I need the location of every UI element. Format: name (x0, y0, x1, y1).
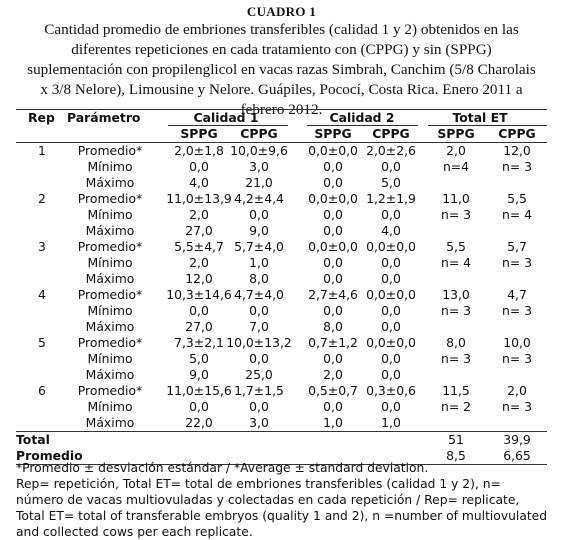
cell-parametro: Promedio* (77, 239, 143, 254)
cell-c2-sppg: 0,5±0,7 (308, 383, 358, 398)
total-cppg: 39,9 (503, 432, 531, 447)
cell-total-sppg: n= 2 (440, 399, 472, 414)
cell-c2-cppg: 0,0±0,0 (366, 335, 416, 350)
table-row (16, 175, 547, 191)
header-calidad-1: Calidad 1 (193, 110, 259, 125)
cell-rep: 1 (38, 143, 46, 158)
cell-c2-cppg: 0,0 (381, 319, 401, 334)
table-row (16, 271, 547, 287)
promedio-sppg: 8,5 (446, 448, 466, 463)
table-caption (0, 4, 563, 120)
cell-c2-sppg: 0,0 (323, 351, 343, 366)
cell-c2-sppg: 0,0 (323, 223, 343, 238)
table-row (16, 319, 547, 335)
cell-c1-cppg: 0,0 (249, 303, 269, 318)
cell-c1-sppg: 10,3±14,6 (166, 287, 232, 302)
cell-total-cppg: n= 3 (501, 159, 533, 174)
cell-c1-cppg: 10,0±9,6 (230, 143, 288, 158)
cell-c2-cppg: 0,0 (381, 367, 401, 382)
table-title: Cantidad promedio de embriones transferibles (calidad 1 y 2) obtenidos en las diferentes repeticiones en cada tratamiento con (CPPG) y sin (SPPG) suplementación con propilenglicol en vacas razas Simbrah, Canchim (5/8 Charolais x 3/8 Nelore), Limousine y Nelore. Guápiles, Pococí, Costa Rica. Enero 2011 a febrero 2012. (27, 21, 536, 118)
cell-c2-sppg: 0,0 (323, 271, 343, 286)
subheader-row (16, 126, 547, 142)
table-row (16, 415, 547, 431)
table-row (16, 159, 547, 175)
header-total-et: Total ET (452, 110, 508, 125)
cell-total-cppg: n= 3 (501, 303, 533, 318)
table-footnotes (16, 460, 550, 540)
cell-total-sppg: 11,0 (442, 191, 470, 206)
cell-parametro: Promedio* (77, 335, 143, 350)
total-row (16, 432, 547, 448)
cell-c1-cppg: 0,0 (249, 351, 269, 366)
cell-total-cppg: 10,0 (503, 335, 531, 350)
table-row (16, 143, 547, 159)
cell-parametro: Máximo (85, 223, 135, 238)
cell-total-sppg: 5,5 (446, 239, 466, 254)
cell-rep: 4 (38, 287, 46, 302)
cell-c2-cppg: 0,0±0,0 (366, 287, 416, 302)
cell-c1-cppg: 3,0 (249, 415, 269, 430)
cell-parametro: Mínimo (87, 303, 133, 318)
footnote-abbreviations: Rep= repetición, Total ET= total de embriones transferibles (calidad 1 y 2), n= número de vacas multiovuladas y colectadas en cada repetición / Rep= replicate, Total ET= total of transferable embryos (quality 1 and 2), n =number of multiovulated and collected cows per each replicate. (16, 477, 548, 539)
cell-c2-sppg: 8,0 (323, 319, 343, 334)
cell-total-sppg: 13,0 (442, 287, 470, 302)
cell-c1-cppg: 0,0 (249, 399, 269, 414)
cell-c2-cppg: 0,3±0,6 (366, 383, 416, 398)
cell-c2-sppg: 0,0 (323, 255, 343, 270)
cell-total-cppg: 5,7 (507, 239, 527, 254)
cell-total-sppg: n= 3 (440, 351, 472, 366)
cell-c1-cppg: 4,2±4,4 (234, 191, 284, 206)
cell-c1-cppg: 1,7±1,5 (234, 383, 284, 398)
cell-c1-cppg: 5,7±4,0 (234, 239, 284, 254)
promedio-cppg: 6,65 (503, 448, 531, 463)
cell-total-cppg: 2,0 (507, 383, 527, 398)
cell-parametro: Mínimo (87, 255, 133, 270)
cell-c1-sppg: 22,0 (185, 415, 213, 430)
cell-parametro: Mínimo (87, 399, 133, 414)
table-row (16, 399, 547, 415)
cell-total-cppg: 4,7 (507, 287, 527, 302)
cell-c2-cppg: 1,0 (381, 415, 401, 430)
header-parametro: Parámetro (67, 110, 141, 125)
cell-c1-cppg: 4,7±4,0 (234, 287, 284, 302)
cell-c1-cppg: 3,0 (249, 159, 269, 174)
subheader-total-sppg: SPPG (437, 126, 475, 141)
cell-c2-cppg: 0,0 (381, 351, 401, 366)
cell-parametro: Máximo (85, 271, 135, 286)
table-body (16, 143, 547, 431)
cell-total-cppg: n= 3 (501, 399, 533, 414)
cell-c1-cppg: 0,0 (249, 207, 269, 222)
total-label: Total (16, 432, 50, 447)
cell-rep: 5 (38, 335, 46, 350)
table-row (16, 335, 547, 351)
cell-c2-cppg: 5,0 (381, 175, 401, 190)
cell-c2-sppg: 0,0 (323, 303, 343, 318)
cell-parametro: Promedio* (77, 143, 143, 158)
cell-parametro: Promedio* (77, 287, 143, 302)
cell-c1-sppg: 2,0 (189, 255, 209, 270)
cell-c1-sppg: 27,0 (185, 319, 213, 334)
cell-c1-cppg: 25,0 (245, 367, 273, 382)
cell-total-sppg: n=4 (442, 159, 470, 174)
cell-c1-sppg: 4,0 (189, 175, 209, 190)
cell-c1-sppg: 0,0 (189, 399, 209, 414)
table-row (16, 351, 547, 367)
table-row (16, 383, 547, 399)
table-number: CUADRO 1 (246, 4, 317, 19)
promedio-label: Promedio (16, 448, 83, 463)
cell-c1-sppg: 27,0 (185, 223, 213, 238)
cell-parametro: Promedio* (77, 191, 143, 206)
cell-c2-cppg: 0,0 (381, 399, 401, 414)
table-row (16, 303, 547, 319)
cell-c2-sppg: 1,0 (323, 415, 343, 430)
cell-parametro: Máximo (85, 415, 135, 430)
cell-c1-sppg: 7,3±2,1 (174, 335, 224, 350)
table-row (16, 207, 547, 223)
cell-c1-sppg: 12,0 (185, 271, 213, 286)
data-table (16, 109, 547, 465)
cell-c2-cppg: 0,0 (381, 303, 401, 318)
cell-rep: 6 (38, 383, 46, 398)
cell-c2-cppg: 0,0 (381, 255, 401, 270)
cell-c2-sppg: 0,0 (323, 399, 343, 414)
cell-c1-sppg: 0,0 (189, 159, 209, 174)
cell-c1-sppg: 2,0 (189, 207, 209, 222)
cell-c1-cppg: 1,0 (249, 255, 269, 270)
cell-total-sppg: 8,0 (446, 335, 466, 350)
cell-total-sppg: 2,0 (446, 143, 466, 158)
cell-parametro: Máximo (85, 367, 135, 382)
cell-c1-sppg: 5,5±4,7 (174, 239, 224, 254)
cell-total-sppg: n= 4 (440, 255, 472, 270)
cell-total-sppg: 11,5 (442, 383, 470, 398)
cell-c2-sppg: 0,0±0,0 (308, 143, 358, 158)
cell-parametro: Máximo (85, 175, 135, 190)
cell-c2-sppg: 2,7±4,6 (308, 287, 358, 302)
cell-total-cppg: n= 4 (501, 207, 533, 222)
cell-total-sppg: n= 3 (440, 303, 472, 318)
cell-rep: 3 (38, 239, 46, 254)
subheader-c2-cppg: CPPG (372, 126, 410, 141)
cell-c2-cppg: 4,0 (381, 223, 401, 238)
cell-c1-cppg: 10,0±13,2 (226, 335, 292, 350)
cell-c2-sppg: 2,0 (323, 367, 343, 382)
cell-c2-sppg: 0,0 (323, 207, 343, 222)
cell-c1-sppg: 9,0 (189, 367, 209, 382)
table-row (16, 191, 547, 207)
footnote-average: *Promedio ± desviación estándar / *Average ± standard deviation. (16, 461, 429, 475)
cell-c2-cppg: 2,0±2,6 (366, 143, 416, 158)
cell-parametro: Mínimo (87, 351, 133, 366)
cell-c1-cppg: 7,0 (249, 319, 269, 334)
cell-parametro: Máximo (85, 319, 135, 334)
cell-parametro: Mínimo (87, 159, 133, 174)
cell-c1-sppg: 5,0 (189, 351, 209, 366)
cell-c2-cppg: 0,0±0,0 (366, 239, 416, 254)
table-row (16, 255, 547, 271)
cell-c1-sppg: 11,0±15,6 (166, 383, 232, 398)
cell-c2-cppg: 1,2±1,9 (366, 191, 416, 206)
cell-total-sppg: n= 3 (440, 207, 472, 222)
subheader-c2-sppg: SPPG (314, 126, 352, 141)
cell-c1-sppg: 2,0±1,8 (174, 143, 224, 158)
cell-c2-sppg: 0,0 (323, 175, 343, 190)
cell-c1-cppg: 9,0 (249, 223, 269, 238)
subheader-total-cppg: CPPG (498, 126, 536, 141)
table-row (16, 239, 547, 255)
cell-c1-sppg: 11,0±13,9 (166, 191, 232, 206)
table-row (16, 287, 547, 303)
cell-c2-sppg: 0,0 (323, 159, 343, 174)
cell-c2-sppg: 0,0±0,0 (308, 239, 358, 254)
header-row (16, 110, 547, 126)
cell-parametro: Mínimo (87, 207, 133, 222)
total-sppg: 51 (448, 432, 464, 447)
cell-total-cppg: n= 3 (501, 255, 533, 270)
cell-c1-cppg: 8,0 (249, 271, 269, 286)
cell-total-cppg: 12,0 (503, 143, 531, 158)
table-row (16, 367, 547, 383)
header-calidad-2: Calidad 2 (329, 110, 395, 125)
cell-c2-sppg: 0,7±1,2 (308, 335, 358, 350)
subheader-c1-cppg: CPPG (240, 126, 278, 141)
cell-total-cppg: 5,5 (507, 191, 527, 206)
cell-c1-sppg: 0,0 (189, 303, 209, 318)
cell-c2-cppg: 0,0 (381, 207, 401, 222)
cell-c2-cppg: 0,0 (381, 271, 401, 286)
cell-total-cppg: n= 3 (501, 351, 533, 366)
subheader-c1-sppg: SPPG (180, 126, 218, 141)
cell-rep: 2 (38, 191, 46, 206)
table-row (16, 223, 547, 239)
cell-parametro: Promedio* (77, 383, 143, 398)
cell-c2-cppg: 0,0 (381, 159, 401, 174)
cell-c2-sppg: 0,0±0,0 (308, 191, 358, 206)
header-rep: Rep (28, 110, 55, 125)
cell-c1-cppg: 21,0 (245, 175, 273, 190)
